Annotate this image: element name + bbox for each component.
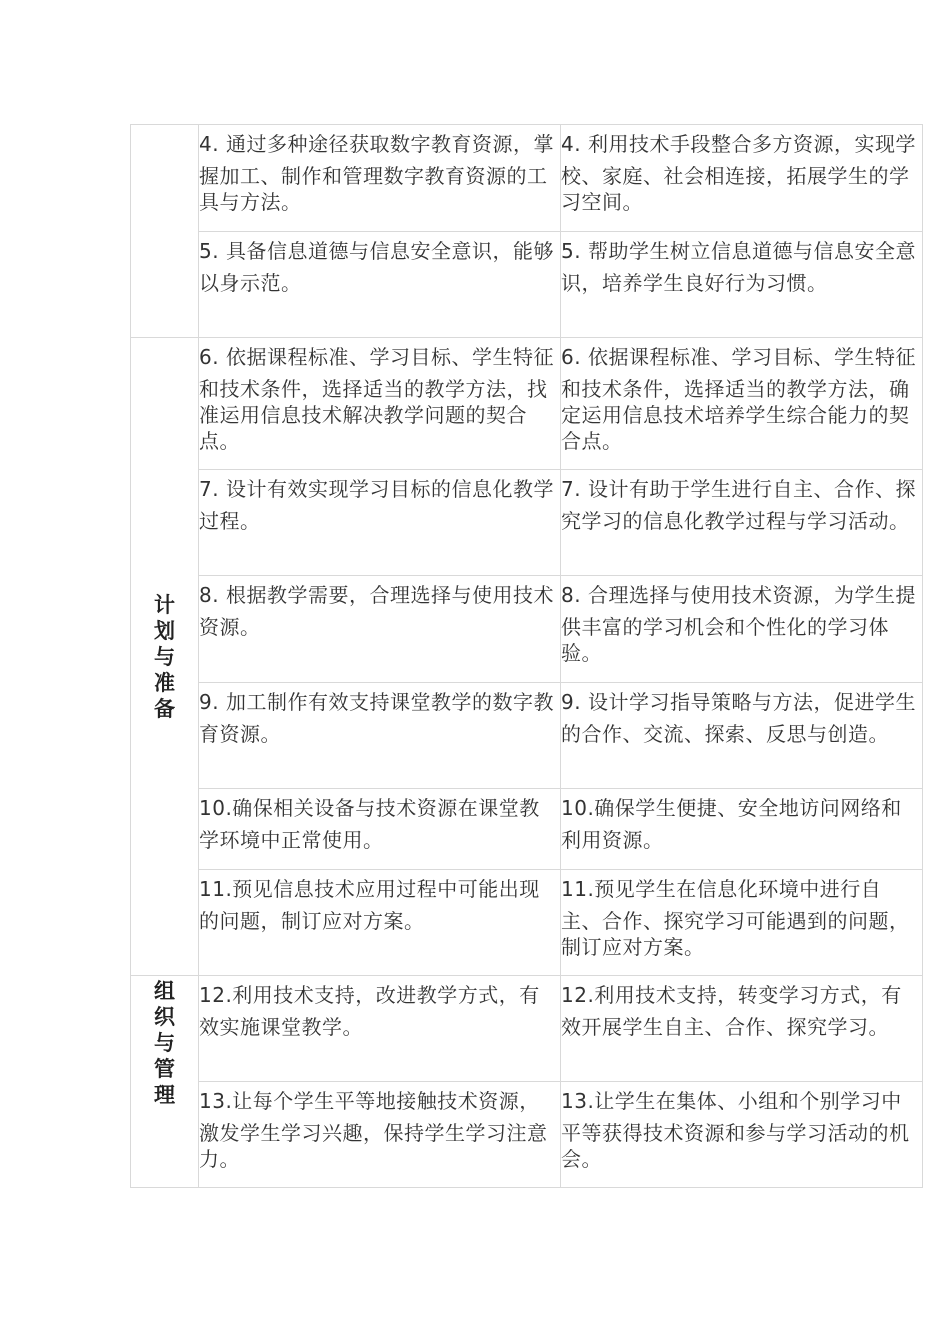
category-cell-org [131, 976, 199, 1188]
item-text: 9. 加工制作有效支持课堂教学的数字教育资源。 [199, 690, 554, 746]
item-cell-a [199, 976, 561, 1082]
item-text: 8. 合理选择与使用技术资源，为学生提供丰富的学习机会和个性化的学习体验。 [561, 583, 916, 665]
table-row [131, 125, 923, 232]
item-text: 4. 利用技术手段整合多方资源，实现学校、家庭、社会相连接，拓展学生的学习空间。 [561, 132, 916, 214]
item-cell-a [199, 789, 561, 870]
item-text: 7. 设计有效实现学习目标的信息化教学过程。 [199, 477, 554, 533]
category-label-plan: 计划与准备 [154, 592, 175, 721]
item-text: 4. 通过多种途径获取数字教育资源，掌握加工、制作和管理数字教育资源的工具与方法。 [199, 132, 554, 214]
table-row [131, 683, 923, 789]
item-cell-a [199, 1082, 561, 1188]
item-text: 13.让学生在集体、小组和个别学习中平等获得技术资源和参与学习活动的机会。 [561, 1089, 910, 1171]
standards-table [130, 124, 923, 1188]
item-cell-b [561, 125, 923, 232]
item-cell-b [561, 976, 923, 1082]
item-cell-b [561, 683, 923, 789]
item-cell-b [561, 232, 923, 338]
item-text: 13.让每个学生平等地接触技术资源，激发学生学习兴趣，保持学生学习注意力。 [199, 1089, 548, 1171]
item-text: 11.预见学生在信息化环境中进行自主、合作、探究学习可能遇到的问题，制订应对方案。 [561, 877, 910, 959]
table-row [131, 576, 923, 683]
table-row [131, 789, 923, 870]
item-text: 6. 依据课程标准、学习目标、学生特征和技术条件，选择适当的教学方法，确定运用信息技术培养学生综合能力的契合点。 [561, 345, 916, 453]
category-cell-plan [131, 338, 199, 976]
item-text: 11.预见信息技术应用过程中可能出现的问题，制订应对方案。 [199, 877, 540, 933]
item-cell-a [199, 338, 561, 470]
item-text: 8. 根据教学需要，合理选择与使用技术资源。 [199, 583, 554, 639]
item-cell-a [199, 683, 561, 789]
table-row [131, 1082, 923, 1188]
item-text: 9. 设计学习指导策略与方法，促进学生的合作、交流、探索、反思与创造。 [561, 690, 916, 746]
item-text: 12.利用技术支持，转变学习方式，有效开展学生自主、合作、探究学习。 [561, 983, 902, 1039]
item-text: 5. 具备信息道德与信息安全意识，能够以身示范。 [199, 239, 554, 295]
table-row [131, 870, 923, 976]
item-cell-a [199, 470, 561, 576]
item-text: 12.利用技术支持，改进教学方式，有效实施课堂教学。 [199, 983, 540, 1039]
item-cell-b [561, 470, 923, 576]
item-text: 10.确保学生便捷、安全地访问网络和利用资源。 [561, 796, 902, 852]
table-row [131, 232, 923, 338]
table-row [131, 470, 923, 576]
item-text: 5. 帮助学生树立信息道德与信息安全意识，培养学生良好行为习惯。 [561, 239, 916, 295]
item-cell-b [561, 789, 923, 870]
category-label-org: 组织与管理 [154, 979, 175, 1107]
table-row [131, 338, 923, 470]
item-cell-a [199, 870, 561, 976]
item-text: 10.确保相关设备与技术资源在课堂教学环境中正常使用。 [199, 796, 540, 852]
item-cell-a [199, 125, 561, 232]
item-cell-a [199, 232, 561, 338]
table-row [131, 976, 923, 1082]
category-cell-empty [131, 125, 199, 338]
item-text: 6. 依据课程标准、学习目标、学生特征和技术条件，选择适当的教学方法，找准运用信息技术解决教学问题的契合点。 [199, 345, 554, 453]
item-cell-b [561, 576, 923, 683]
item-text: 7. 设计有助于学生进行自主、合作、探究学习的信息化教学过程与学习活动。 [561, 477, 916, 533]
item-cell-b [561, 870, 923, 976]
item-cell-b [561, 1082, 923, 1188]
item-cell-b [561, 338, 923, 470]
item-cell-a [199, 576, 561, 683]
